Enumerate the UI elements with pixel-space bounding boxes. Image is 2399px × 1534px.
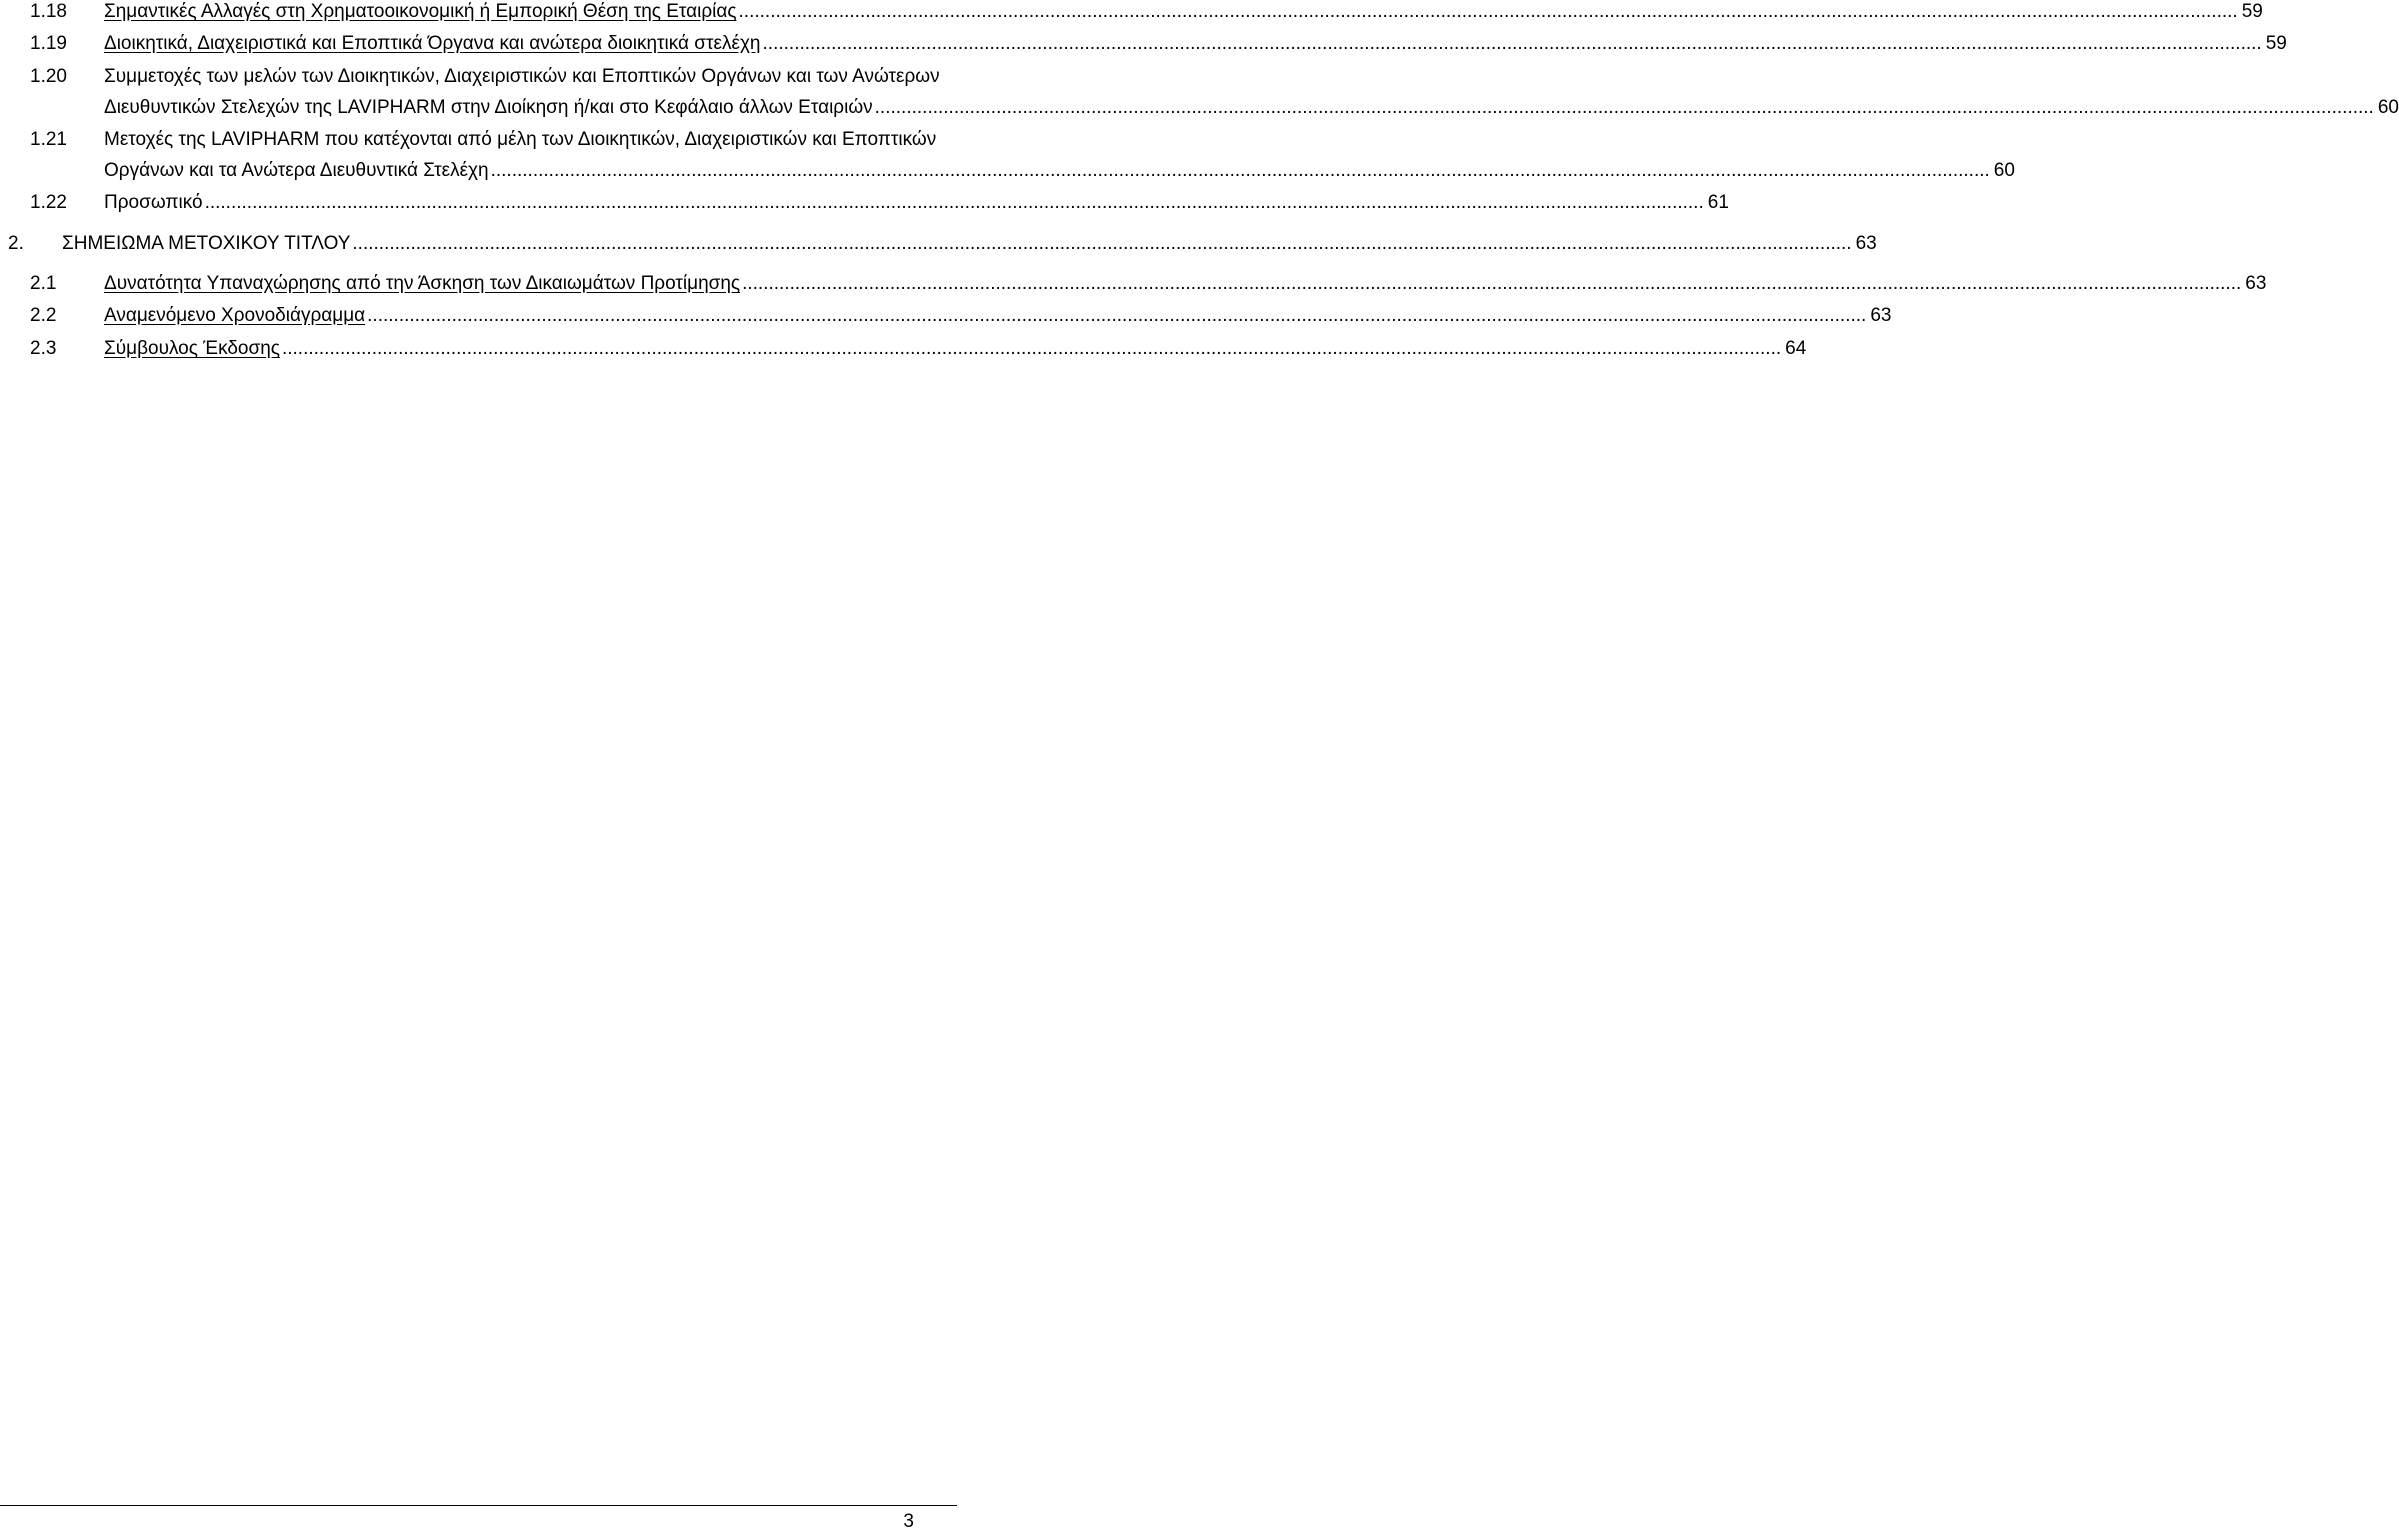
toc-entry-page: 63 [1855,233,1877,254]
toc-entry-line [104,92,2399,123]
dot-leader [875,92,2374,123]
dot-leader [352,228,1851,259]
toc-entry-title[interactable]: Διοικητικά, Διαχειριστικά και Εποπτικά Όργανα και ανώτερα διοικητικά στελέχη [104,33,761,54]
toc-entry-line [104,61,948,92]
toc-entry-number: 2.2 [30,305,57,326]
toc-entry-title[interactable]: ΣΗΜΕΙΩΜΑ ΜΕΤΟΧΙΚΟΥ ΤΙΤΛΟΥ [62,233,351,254]
toc-entry-title[interactable]: Σύμβουλος Έκδοσης [104,338,280,359]
toc-entry-title-continued[interactable]: Οργάνων και τα Ανώτερα Διευθυντικά Στελέχη [104,160,489,181]
toc-entry-number: 2.3 [30,338,57,359]
toc-entry-title[interactable]: Δυνατότητα Υπαναχώρησης από την Άσκηση των Δικαιωμάτων Προτίμησης [104,273,741,294]
toc-entry-number: 1.19 [30,33,67,54]
toc-entry-title[interactable]: Προσωπικό [104,192,203,213]
toc-entry-line [104,333,1807,364]
toc-entry-line [104,300,1892,331]
dot-leader [367,300,1866,331]
toc-entry-page: 60 [1993,160,2015,181]
dot-leader [763,28,2262,59]
toc-entry-title[interactable]: Σημαντικές Αλλαγές στη Χρηματοοικονομική ή Εμπορική Θέση της Εταιρίας [104,1,737,22]
toc-entry-page: 59 [2241,1,2263,22]
toc-entry-line [104,155,2015,186]
toc-entry-line [104,28,2287,59]
toc-entry-number: 1.18 [30,1,67,22]
toc-entry-page: 59 [2265,33,2287,54]
toc-entry-number: 1.21 [30,129,67,150]
dot-leader [742,268,2241,299]
toc-entry-title[interactable]: Συμμετοχές των μελών των Διοικητικών, Διαχειριστικών και Εποπτικών Οργάνων και των Ανώτερων [104,66,940,87]
page-number: 3 [903,1511,914,1532]
dot-leader [739,0,2238,27]
toc-entry-title[interactable]: Μετοχές της LAVIPHARM που κατέχονται από μέλη των Διοικητικών, Διαχειριστικών και Εποπτικών [104,129,937,150]
footer-divider [0,1505,957,1506]
toc-entry-page: 64 [1785,338,1807,359]
toc-entry-page: 63 [1870,305,1892,326]
dot-leader [491,155,1990,186]
toc-entry-line [104,124,948,155]
dot-leader [282,333,1781,364]
toc-entry-page: 63 [2245,273,2267,294]
dot-leader [205,187,1704,218]
toc-entry-number: 2. [8,233,24,254]
toc-entry-number: 1.22 [30,192,67,213]
toc-entry-page: 61 [1707,192,1729,213]
toc-entry-number: 2.1 [30,273,57,294]
toc-entry-page: 60 [2377,97,2399,118]
toc-entry-title-continued[interactable]: Διευθυντικών Στελεχών της LAVIPHARM στην Διοίκηση ή/και στο Κεφάλαιο άλλων Εταιριών [104,97,873,118]
toc-entry-line [62,228,1877,259]
toc-entry-line [104,187,1729,218]
toc-entry-number: 1.20 [30,66,67,87]
toc-entry-line [104,0,2263,27]
toc-entry-title[interactable]: Αναμενόμενο Χρονοδιάγραμμα [104,305,366,326]
toc-entry-line [104,268,2267,299]
